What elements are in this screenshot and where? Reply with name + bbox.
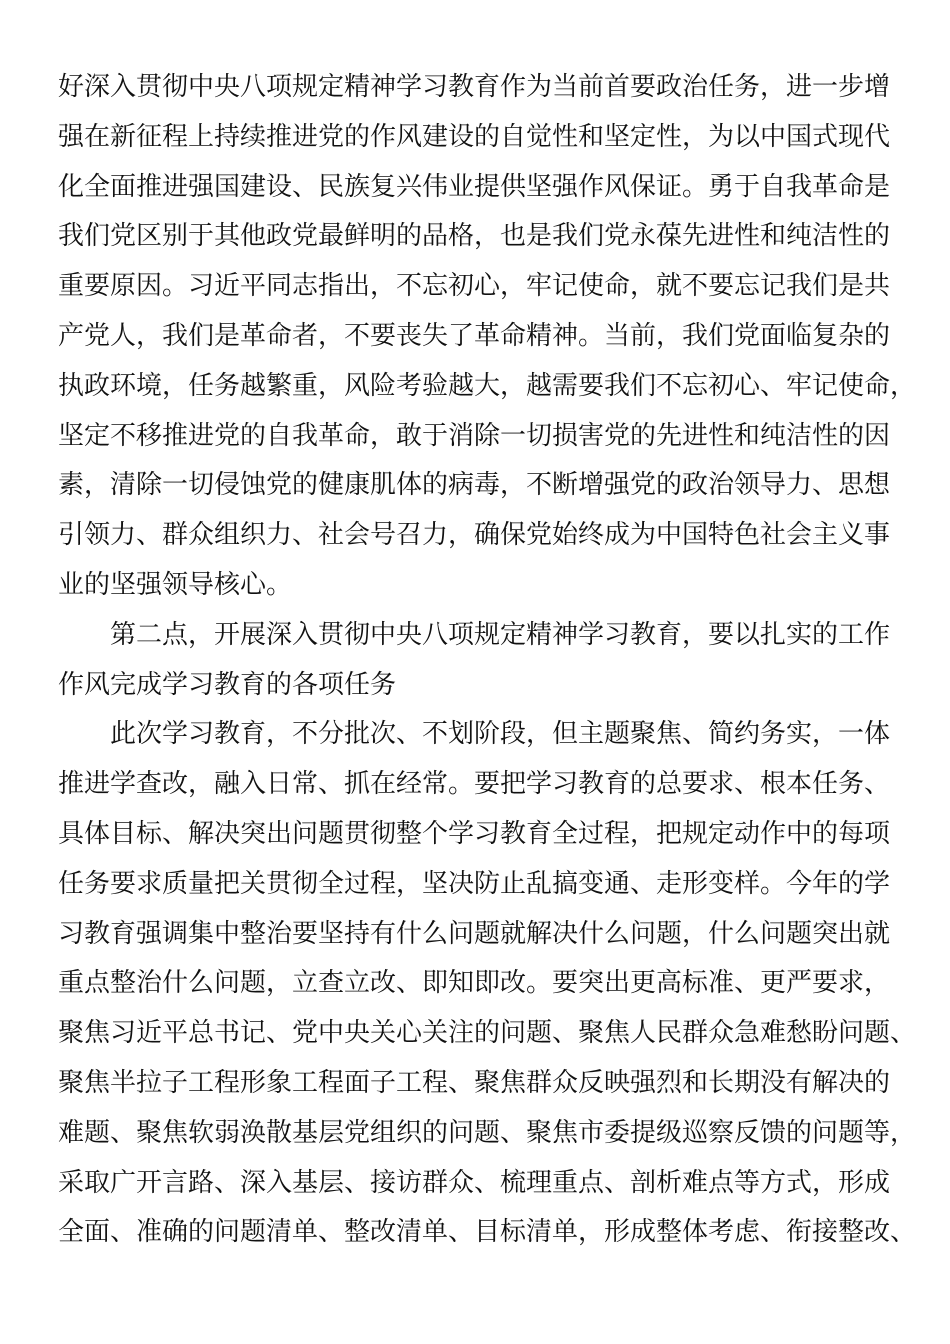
text-line: 化全面推进强国建设、民族复兴伟业提供坚强作风保证。勇于自我革命是 — [58, 171, 891, 202]
text-line: 素，清除一切侵蚀党的健康肌体的病毒，不断增强党的政治领导力、思想 — [58, 470, 891, 501]
text-line: 聚焦半拉子工程形象工程面子工程、聚焦群众反映强烈和长期没有解决的 — [58, 1067, 891, 1098]
text-line: 执政环境，任务越繁重，风险考验越大，越需要我们不忘初心、牢记使命， — [58, 370, 917, 401]
text-line: 重点整治什么问题，立查立改、即知即改。要突出更高标准、更严要求， — [58, 968, 891, 999]
text-line: 坚定不移推进党的自我革命，敢于消除一切损害党的先进性和纯洁性的因 — [58, 420, 891, 451]
text-line: 全面、准确的问题清单、整改清单、目标清单，形成整体考虑、衔接整改、 — [58, 1217, 917, 1248]
text-line: 聚焦习近平总书记、党中央关心关注的问题、聚焦人民群众急难愁盼问题、 — [58, 1018, 917, 1049]
text-line: 采取广开言路、深入基层、接访群众、梳理重点、剖析难点等方式，形成 — [58, 1167, 891, 1198]
text-line: 此次学习教育，不分批次、不划阶段，但主题聚焦、简约务实，一体 — [110, 719, 891, 750]
text-line: 强在新征程上持续推进党的作风建设的自觉性和坚定性，为以中国式现代 — [58, 121, 891, 152]
text-line: 难题、聚焦软弱涣散基层党组织的问题、聚焦市委提级巡察反馈的问题等， — [58, 1117, 917, 1148]
text-line: 作风完成学习教育的各项任务 — [58, 669, 397, 700]
text-line: 第二点，开展深入贯彻中央八项规定精神学习教育，要以扎实的工作 — [110, 619, 891, 650]
text-line: 重要原因。习近平同志指出，不忘初心，牢记使命，就不要忘记我们是共 — [58, 271, 891, 302]
paragraph-p2-heading — [58, 611, 890, 711]
document-body — [58, 63, 917, 1258]
text-line: 引领力、群众组织力、社会号召力，确保党始终成为中国特色社会主义事 — [58, 520, 891, 551]
text-line: 推进学查改，融入日常、抓在经常。要把学习教育的总要求、根本任务、 — [58, 769, 891, 800]
text-line: 产党人，我们是革命者，不要丧失了革命精神。当前，我们党面临复杂的 — [58, 320, 891, 351]
text-line: 任务要求质量把关贯彻全过程，坚决防止乱搞变通、走形变样。今年的学 — [58, 868, 891, 899]
text-line: 业的坚强领导核心。 — [58, 569, 293, 600]
text-line: 好深入贯彻中央八项规定精神学习教育作为当前首要政治任务，进一步增 — [58, 72, 891, 102]
paragraph-p1 — [58, 63, 917, 611]
text-line: 我们党区别于其他政党最鲜明的品格，也是我们党永葆先进性和纯洁性的 — [58, 221, 891, 252]
text-line: 具体目标、解决突出问题贯彻整个学习教育全过程，把规定动作中的每项 — [58, 818, 891, 849]
text-line: 习教育强调集中整治要坚持有什么问题就解决什么问题，什么问题突出就 — [58, 918, 891, 949]
paragraph-p3 — [58, 710, 917, 1258]
